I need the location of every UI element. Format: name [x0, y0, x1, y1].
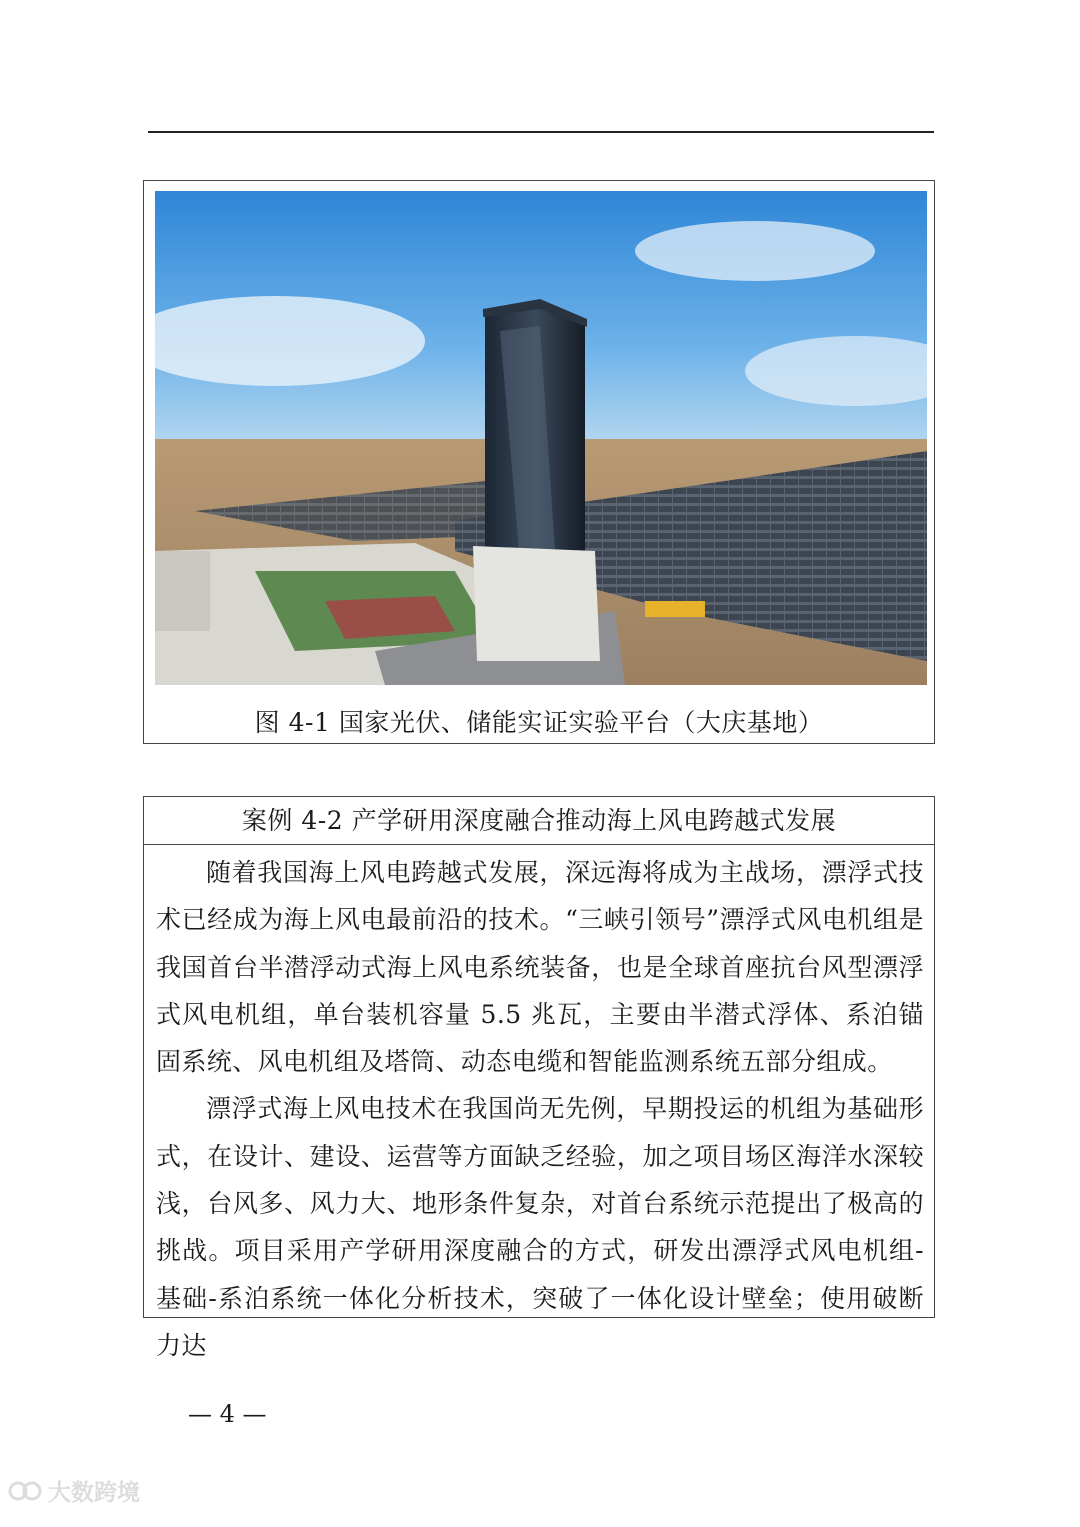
case-paragraph-1: 随着我国海上风电跨越式发展，深远海将成为主战场，漂浮式技术已经成为海上风电最前沿的技术。“三峡引领号”漂浮式风电机组是我国首台半潜浮动式海上风电系统装备，也是全球首座抗台风型漂浮式风电机组，单台装机容量 5.5 兆瓦，主要由半潜式浮体、系泊锚固系统、风电机组及塔筒、动态电缆和智能监测系统五部分组成。	[156, 858, 924, 1077]
case-body	[144, 845, 934, 1369]
solar-base-photo	[155, 191, 927, 685]
watermark	[8, 1474, 140, 1507]
figure-frame	[143, 180, 935, 744]
case-paragraph-2: 漂浮式海上风电技术在我国尚无先例，早期投运的机组为基础形式，在设计、建设、运营等方面缺乏经验，加之项目场区海洋水深较浅，台风多、风力大、地形条件复杂，对首台系统示范提出了极高的挑战。项目采用产学研用深度融合的方式，研发出漂浮式风电机组-基础-系泊系统一体化分析技术，突破了一体化设计壁垒；使用破断力达	[156, 1094, 924, 1360]
header-rule	[148, 131, 934, 133]
watermark-logo-icon	[8, 1480, 42, 1502]
figure-caption: 图 4-1 国家光伏、储能实证实验平台（大庆基地）	[254, 708, 824, 737]
case-study-box	[143, 796, 935, 1360]
case-title: 案例 4-2 产学研用深度融合推动海上风电跨越式发展	[144, 797, 934, 845]
page-number: — 4 —	[188, 1400, 267, 1428]
photo-illustration	[155, 191, 927, 685]
watermark-text: 大数跨境	[48, 1480, 140, 1506]
